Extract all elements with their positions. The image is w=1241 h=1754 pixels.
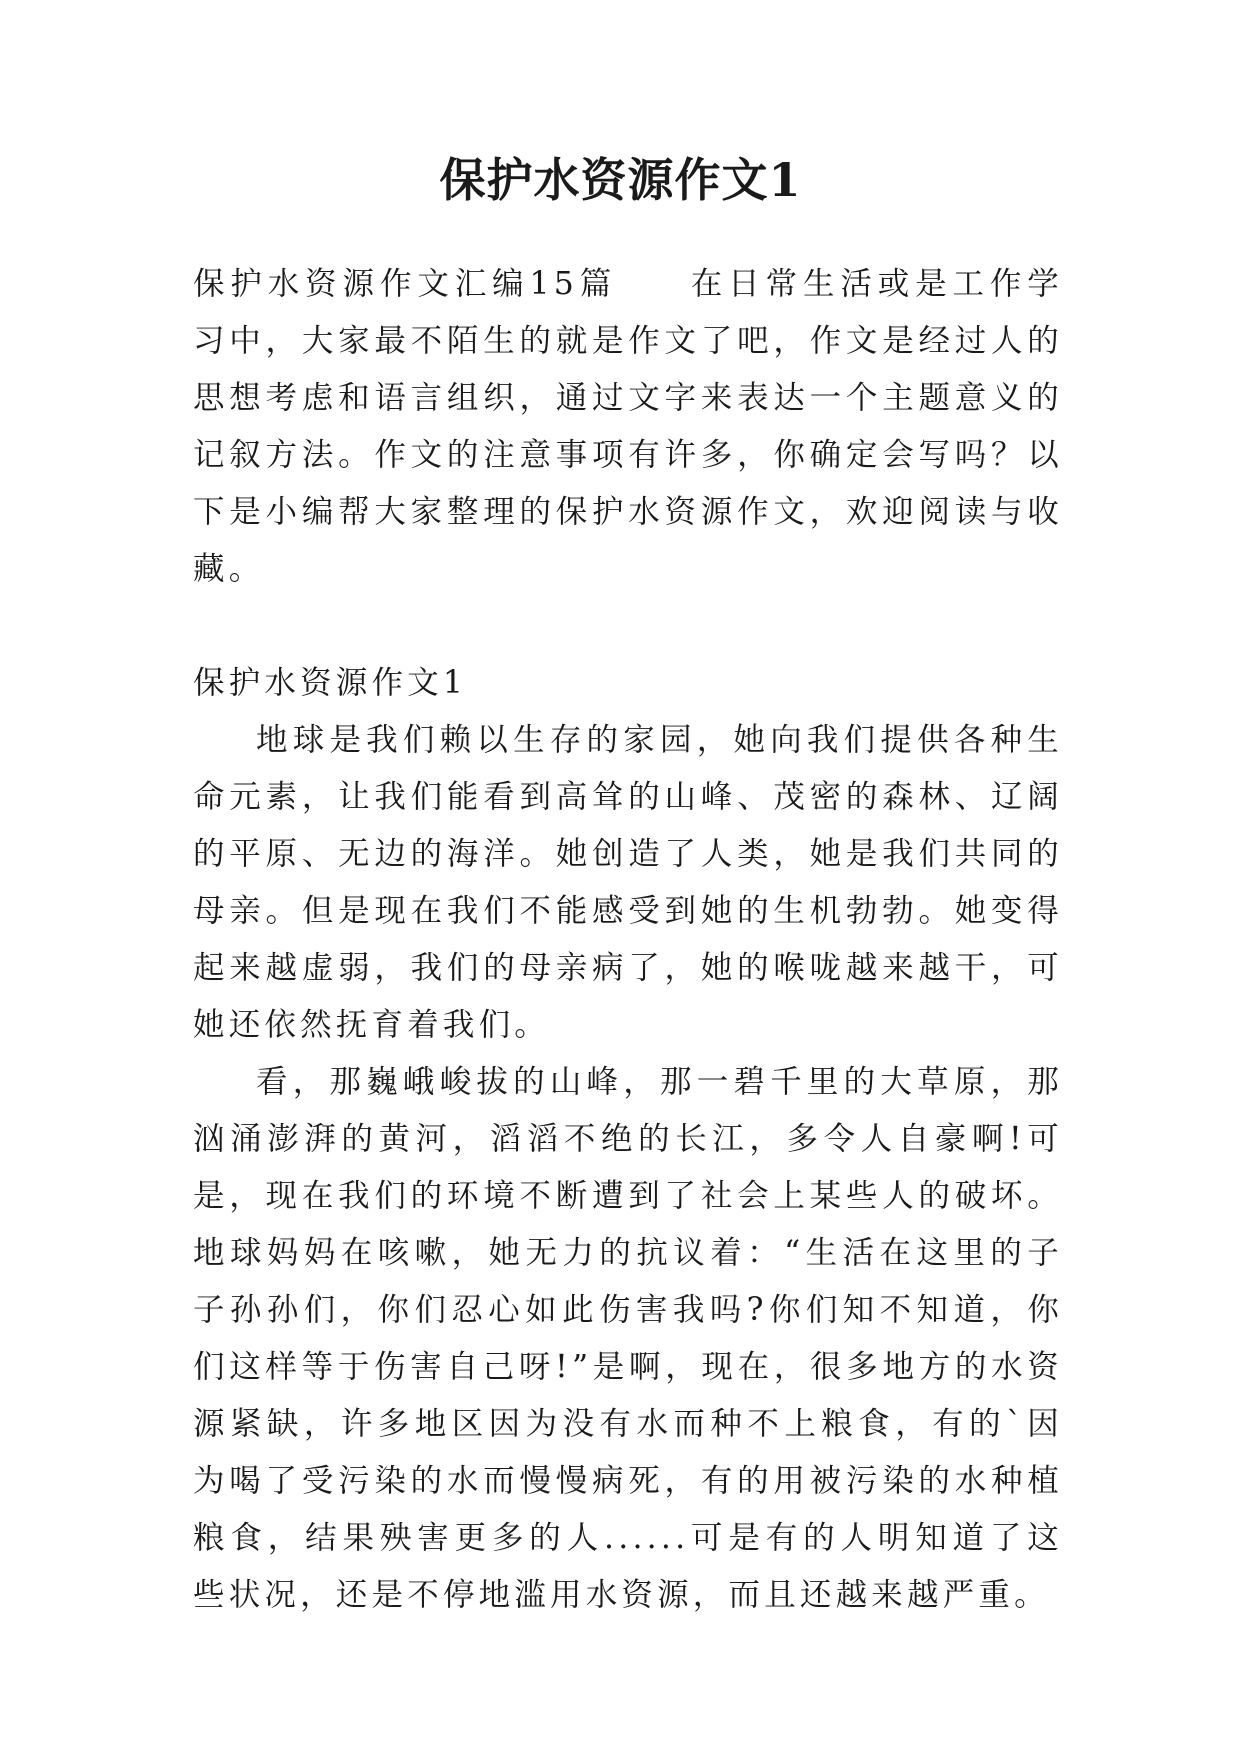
intro-paragraph xyxy=(193,256,1063,598)
section-heading: 保护水资源作文1 xyxy=(193,665,468,701)
document-body xyxy=(193,256,1063,1624)
intro-text: 在日常生活或是工作学习中，大家最不陌生的就是作文了吧，作文是经过人的思想考虑和语言组织，通过文字来表达一个主题意义的记叙方法。作文的注意事项有许多，你确定会写吗？以下是小编帮大家整理的保护水资源作文，欢迎阅读与收藏。 xyxy=(193,266,1063,587)
body-paragraph-1: 地球是我们赖以生存的家园，她向我们提供各种生命元素，让我们能看到高耸的山峰、茂密的森林、辽阔的平原、无边的海洋。她创造了人类，她是我们共同的母亲。但是现在我们不能感受到她的生机勃勃。她变得起来越虚弱，我们的母亲病了，她的喉咙越来越干，可她还依然抚育着我们。 xyxy=(193,722,1063,1043)
body-paragraph-2: 看，那巍峨峻拔的山峰，那一碧千里的大草原，那汹涌澎湃的黄河，滔滔不绝的长江，多令人自豪啊!可是，现在我们的环境不断遭到了社会上某些人的破坏。地球妈妈在咳嗽，她无力的抗议着：“生活在这里的子子孙孙们，你们忍心如此伤害我吗?你们知不知道，你们这样等于伤害自己呀!”是啊，现在，很多地方的水资源紧缺，许多地区因为没有水而种不上粮食，有的`因为喝了受污染的水而慢慢病死，有的用被污染的水种植粮食，结果殃害更多的人......可是有的人明知道了这些状况，还是不停地滥用水资源，而且还越来越严重。 xyxy=(193,1064,1063,1613)
intro-series-title: 保护水资源作文汇编15篇 xyxy=(193,266,618,302)
document-title: 保护水资源作文1 xyxy=(439,153,802,207)
